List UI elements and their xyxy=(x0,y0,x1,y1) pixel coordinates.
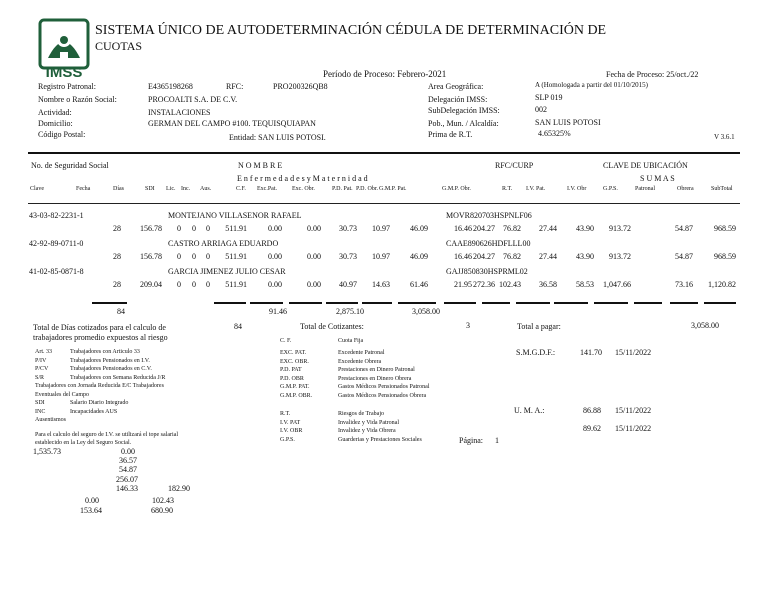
column-header: G.M.P. Pat. xyxy=(379,186,407,192)
column-header: Inc. xyxy=(181,186,191,192)
pob-label: Pob., Mun. / Alcaldía: xyxy=(428,119,499,128)
domicilio-label: Domicilio: xyxy=(38,119,73,128)
misc-value: 680.90 xyxy=(151,506,173,515)
table-cell: 511.91 xyxy=(225,280,247,289)
table-cell: 0.00 xyxy=(268,280,282,289)
legend-key: EXC. PAT. xyxy=(280,350,307,356)
table-cell: 46.09 xyxy=(410,224,428,233)
table-row-name: CASTRO ARRIAGA EDUARDO xyxy=(168,239,279,248)
total-gmp: 3,058.00 xyxy=(412,307,440,316)
table-cell: 0 xyxy=(192,280,196,289)
uma-label: U. M. A.: xyxy=(514,406,545,415)
uma-date: 15/11/2022 xyxy=(615,406,652,415)
legend-desc: Ausentismos xyxy=(35,417,67,423)
pob-value: SAN LUIS POTOSI xyxy=(535,118,601,127)
legend-desc: Incapacidades AUS xyxy=(70,408,118,415)
area-label: Area Geográfica: xyxy=(428,82,484,91)
legend-key: I.V. PAT xyxy=(280,419,301,426)
table-cell: 0.00 xyxy=(268,224,282,233)
legend-desc: Excedente Patronal xyxy=(338,350,385,356)
domicilio-value: GERMAN DEL CAMPO #100. TEQUISQUIAPAN xyxy=(148,119,316,128)
column-header: SubTotal xyxy=(711,186,733,192)
table-cell: 913.72 xyxy=(609,224,631,233)
legend-desc: Invalidez y Vida Obrera xyxy=(338,428,396,434)
table-cell: 73.16 xyxy=(675,280,693,289)
total-underline xyxy=(554,302,588,304)
col-nombre: N O M B R E xyxy=(238,161,283,170)
legend-desc: Eventuales del Campo xyxy=(35,391,89,398)
table-cell: 16.46 xyxy=(454,224,472,233)
legend-key: EXC. OBR. xyxy=(280,358,309,365)
entidad-value: Entidad: SAN LUIS POTOSI. xyxy=(229,133,326,142)
table-cell: 27.44 xyxy=(539,224,557,233)
table-cell: 0 xyxy=(192,252,196,261)
table-cell: 0 xyxy=(177,252,181,261)
total-underline xyxy=(670,302,698,304)
table-cell: 0 xyxy=(177,224,181,233)
legend-key: INC xyxy=(35,408,46,415)
column-header: Exc. Obr. xyxy=(292,186,315,192)
table-cell: 204.27 xyxy=(473,224,495,233)
pagina-label: Página: xyxy=(459,436,483,445)
total-underline xyxy=(362,302,392,304)
col-nss: No. de Seguridad Social xyxy=(31,161,109,170)
legend-desc: Trabajadores con Jornada Reducida E/C Trabajadores xyxy=(35,383,164,389)
total-pagar-label: Total a pagar: xyxy=(517,322,561,331)
page-title: SISTEMA ÚNICO DE AUTODETERMINACIÓN CÉDULA DE DETERMINACIÓN DE xyxy=(95,23,607,38)
actividad-label: Actividad: xyxy=(38,108,72,117)
misc-value: 153.64 xyxy=(80,506,102,515)
legend-desc: Prestaciones en Dinero Obrera xyxy=(338,375,412,382)
legend-desc: Trabajadores con Articulo 33 xyxy=(70,349,140,355)
table-row-name: GARCIA JIMENEZ JULIO CESAR xyxy=(168,267,286,276)
table-cell: 156.78 xyxy=(140,224,162,233)
legend-key: Art. 33 xyxy=(35,349,52,355)
table-cell: 16.46 xyxy=(454,252,472,261)
legend-desc: Gastos Médicos Pensionados Patronal xyxy=(338,384,430,390)
legend-desc: Gastos Médicos Pensionados Obrera xyxy=(338,392,427,399)
uma2-value: 89.62 xyxy=(583,424,601,433)
table-cell: 28 xyxy=(113,280,121,289)
table-cell: 54.87 xyxy=(675,224,693,233)
column-header: Aus. xyxy=(200,186,212,192)
delegacion-label: Delegación IMSS: xyxy=(428,95,488,104)
smgdf-value: 141.70 xyxy=(580,348,602,357)
table-row-nss: 43-03-82-2231-1 xyxy=(29,211,84,220)
col-clave: CLAVE DE UBICACIÓN xyxy=(603,161,688,170)
nombre-label: Nombre o Razón Social: xyxy=(38,95,117,104)
column-header: R.T. xyxy=(502,186,513,192)
table-row-rfc: GAJJ850830HSPRML02 xyxy=(446,267,528,276)
col-rfc: RFC/CURP xyxy=(495,161,534,170)
table-cell: 0.00 xyxy=(307,252,321,261)
prima-value: 4.65325% xyxy=(538,129,571,138)
subdelegacion-label: SubDelegación IMSS: xyxy=(428,106,500,115)
legend-key: P/IV xyxy=(35,357,47,364)
nombre-value: PROCOALTI S.A. DE C.V. xyxy=(148,95,238,104)
cp-label: Código Postal: xyxy=(38,130,86,139)
legend-desc: Cuota Fija xyxy=(338,338,364,344)
misc-value: 256.07 xyxy=(116,475,138,484)
misc-value: 36.57 xyxy=(119,456,137,465)
total-underline xyxy=(289,302,322,304)
legend-desc: Salario Diario Integrado xyxy=(70,400,129,406)
legend-desc: Riesgos de Trabajo xyxy=(338,411,385,417)
column-header: Clave xyxy=(30,186,44,192)
column-header: P.D. Obr. xyxy=(356,186,379,192)
table-cell: 10.97 xyxy=(372,252,390,261)
table-cell: 0.00 xyxy=(268,252,282,261)
legend-desc: Excedente Obrera xyxy=(338,358,382,365)
table-cell: 968.59 xyxy=(714,224,736,233)
table-cell: 58.53 xyxy=(576,280,594,289)
delegacion-value: SLP 019 xyxy=(535,93,563,102)
rfc-value: PRO200326QB8 xyxy=(273,82,328,91)
legend-desc: Trabajadores Pensionados en C.V. xyxy=(70,366,152,372)
total-underline xyxy=(444,302,476,304)
total-underline xyxy=(250,302,283,304)
table-cell: 913.72 xyxy=(609,252,631,261)
pagina-value: 1 xyxy=(495,436,499,445)
column-header: Lic. xyxy=(166,186,176,192)
column-header: G.P.S. xyxy=(603,186,618,192)
table-cell: 156.78 xyxy=(140,252,162,261)
imss-logo-text: IMSS xyxy=(45,64,83,81)
table-row-name: MONTEJANO VILLASENOR RAFAEL xyxy=(168,211,302,220)
total-underline xyxy=(516,302,550,304)
smgdf-date: 15/11/2022 xyxy=(615,348,652,357)
table-cell: 30.73 xyxy=(339,224,357,233)
column-header: Días xyxy=(113,186,124,192)
table-cell: 968.59 xyxy=(714,252,736,261)
table-cell: 28 xyxy=(113,224,121,233)
legend-desc: Trabajadores con Semana Reducida J/R xyxy=(70,374,166,381)
total-underline xyxy=(594,302,628,304)
column-header: C.F. xyxy=(236,186,246,192)
rfc-label: RFC: xyxy=(226,82,244,91)
table-cell: 10.97 xyxy=(372,224,390,233)
table-cell: 0 xyxy=(206,252,210,261)
uma2-date: 15/11/2022 xyxy=(615,424,652,433)
legend-key: C. F. xyxy=(280,338,292,344)
table-cell: 0.00 xyxy=(307,224,321,233)
legend-desc: Guarderias y Prestaciones Sociales xyxy=(338,436,422,443)
column-header: Exc.Pat. xyxy=(257,186,277,192)
column-header: I.V. Obr xyxy=(567,186,587,192)
total-cf: 91.46 xyxy=(269,307,287,316)
total-underline xyxy=(482,302,510,304)
total-underline xyxy=(398,302,436,304)
total-pd: 2,875.10 xyxy=(336,307,364,316)
table-row-rfc: MOVR820703HSPNLF06 xyxy=(446,211,532,220)
table-cell: 0 xyxy=(192,224,196,233)
cotizantes-value: 3 xyxy=(466,321,470,330)
table-cell: 1,120.82 xyxy=(708,280,736,289)
iv-note: Para el calculo del seguro de I.V. se utilizará el tope salarial establecido en la Ley del Seguro Social. xyxy=(35,432,178,446)
table-cell: 43.90 xyxy=(576,224,594,233)
table-cell: 36.58 xyxy=(539,280,557,289)
total-underline xyxy=(214,302,246,304)
table-row-nss: 42-92-89-0711-0 xyxy=(29,239,84,248)
process-date: Fecha de Proceso: 25/oct./22 xyxy=(606,70,699,79)
column-header: I.V. Pat. xyxy=(526,186,546,192)
legend-key: R.T. xyxy=(280,411,291,417)
col-sumas: S U M A S xyxy=(640,174,675,183)
table-cell: 76.82 xyxy=(503,224,521,233)
total-pagar-value: 3,058.00 xyxy=(691,321,719,330)
table-cell: 0.00 xyxy=(307,280,321,289)
total-underline xyxy=(704,302,736,304)
table-cell: 21.95 xyxy=(454,280,472,289)
uma-value: 86.88 xyxy=(583,406,601,415)
legend-key: G.M.P. PAT. xyxy=(280,384,310,390)
table-cell: 46.09 xyxy=(410,252,428,261)
cotizantes-label: Total de Cotizantes: xyxy=(300,322,364,331)
registro-label: Registro Patronal: xyxy=(38,82,96,91)
prima-label: Prima de R.T. xyxy=(428,130,473,139)
misc-value: 146.33 xyxy=(116,484,138,493)
legend-key: P/CV xyxy=(35,366,49,372)
registro-value: E4365198268 xyxy=(148,82,193,91)
column-header: Fecha xyxy=(76,186,91,192)
misc-value: 54.87 xyxy=(119,465,137,474)
legend-key: S/R xyxy=(35,374,45,381)
table-cell: 0 xyxy=(206,280,210,289)
process-period: Período de Proceso: Febrero-2021 xyxy=(323,69,447,79)
table-cell: 43.90 xyxy=(576,252,594,261)
header-separator xyxy=(28,152,740,154)
legend-key: G.P.S. xyxy=(280,436,295,443)
table-cell: 76.82 xyxy=(503,252,521,261)
misc-value: 102.43 xyxy=(152,496,174,505)
area-value: A (Homologada a partir del 01/10/2015) xyxy=(535,81,648,89)
total-dias: 84 xyxy=(117,307,125,316)
legend-desc: Prestaciones en Dinero Patronal xyxy=(338,367,415,373)
legend-key: P.D. PAT xyxy=(280,367,302,373)
misc-value: 1,535.73 xyxy=(33,447,61,456)
table-cell: 30.73 xyxy=(339,252,357,261)
total-underline xyxy=(634,302,662,304)
column-header: P.D. Pat. xyxy=(332,186,353,192)
table-cell: 28 xyxy=(113,252,121,261)
total-underline xyxy=(92,302,127,304)
table-cell: 0 xyxy=(206,224,210,233)
imss-logo xyxy=(38,18,90,82)
dias-cotizados-label: Total de Días cotizados para el calculo de trabajadores promedio expuestos al riesgo xyxy=(33,323,168,342)
legend-key: I.V. OBR xyxy=(280,428,303,434)
misc-value: 0.00 xyxy=(85,496,99,505)
smgdf-label: S.M.G.D.F.: xyxy=(516,348,556,357)
table-row-rfc: CAAE890626HDFLLL00 xyxy=(446,239,531,248)
table-cell: 204.27 xyxy=(473,252,495,261)
table-cell: 272.36 xyxy=(473,280,495,289)
dias-cotizados-value: 84 xyxy=(234,322,242,331)
table-cell: 511.91 xyxy=(225,224,247,233)
legend-desc: Trabajadores Pensionados en I.V. xyxy=(70,357,150,364)
legend-key: SDI xyxy=(35,400,45,406)
table-cell: 40.97 xyxy=(339,280,357,289)
imss-eagle-icon xyxy=(38,18,90,70)
misc-value: 0.00 xyxy=(121,447,135,456)
table-cell: 14.63 xyxy=(372,280,390,289)
column-header: SDI xyxy=(145,186,155,192)
col-enf: E n f e r m e d a d e s y M a t e r n i d a d xyxy=(237,174,368,183)
legend-desc: Invalidez y Vida Patronal xyxy=(338,419,400,426)
legend-key: G.M.P. OBR. xyxy=(280,392,313,399)
misc-value: 182.90 xyxy=(168,484,190,493)
total-underline xyxy=(326,302,358,304)
table-cell: 209.04 xyxy=(140,280,162,289)
table-cell: 61.46 xyxy=(410,280,428,289)
page-title-line2: CUOTAS xyxy=(95,39,143,53)
table-cell: 54.87 xyxy=(675,252,693,261)
table-cell: 0 xyxy=(177,280,181,289)
actividad-value: INSTALACIONES xyxy=(148,108,211,117)
table-header-divider xyxy=(28,203,740,204)
column-header: Patronal xyxy=(635,186,655,192)
table-row-nss: 41-02-85-0871-8 xyxy=(29,267,84,276)
legend-key: P.D. OBR xyxy=(280,375,304,382)
table-cell: 102.43 xyxy=(499,280,521,289)
column-header: G.M.P. Obr. xyxy=(442,186,471,192)
column-header: Obrera xyxy=(677,186,694,192)
table-cell: 1,047.66 xyxy=(603,280,631,289)
table-cell: 511.91 xyxy=(225,252,247,261)
version-label: V 3.6.1 xyxy=(714,133,735,141)
subdelegacion-value: 002 xyxy=(535,105,547,114)
table-cell: 27.44 xyxy=(539,252,557,261)
